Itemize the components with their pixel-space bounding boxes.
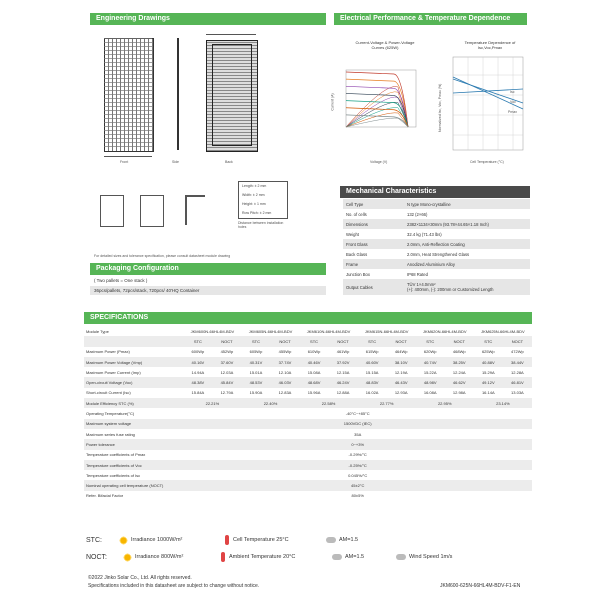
spec-value: 16.14A bbox=[481, 390, 495, 396]
spec-common-value: 0~+3% bbox=[351, 441, 365, 447]
stc-cell-temperature: Cell Temperature 25°C bbox=[233, 537, 289, 543]
stc-header: STC bbox=[310, 338, 319, 344]
mechanical-header: Mechanical Characteristics bbox=[340, 186, 530, 198]
spec-common-row bbox=[84, 429, 532, 439]
side-label: Side bbox=[172, 160, 180, 164]
spec-label: Maximum Power Current (Imp) bbox=[86, 369, 141, 375]
spec-value: 15.29A bbox=[481, 369, 495, 375]
spec-label: Maximum series fuse rating bbox=[86, 431, 135, 437]
spec-common-value: 80±5% bbox=[351, 493, 364, 499]
spec-common-row bbox=[84, 491, 532, 501]
wind-icon bbox=[396, 554, 406, 560]
spec-common-row bbox=[84, 439, 532, 449]
spec-value: 46.81V bbox=[511, 380, 524, 386]
packaging-header: Packaging Configuration bbox=[90, 263, 326, 275]
spec-common-row bbox=[84, 460, 532, 470]
mechanical-row bbox=[343, 239, 530, 249]
spec-common-row bbox=[84, 480, 532, 490]
iv-chart bbox=[336, 55, 436, 165]
spec-value: 37.60V bbox=[220, 359, 234, 365]
efficiency-value: 22.77% bbox=[379, 400, 394, 406]
mechanical-row bbox=[343, 269, 530, 279]
mechanical-value: N type Mono-crystalline bbox=[407, 201, 451, 207]
efficiency-value: 22.40% bbox=[263, 400, 278, 406]
spec-value: 13.03A bbox=[511, 390, 524, 396]
mechanical-row bbox=[343, 279, 530, 295]
mechanical-label: Cell Type bbox=[346, 201, 364, 207]
temp-label-voc: Voc bbox=[510, 100, 516, 104]
spec-value: 625Wp bbox=[481, 349, 495, 355]
spec-value: 472Wp bbox=[511, 349, 524, 355]
spec-value: 620Wp bbox=[423, 349, 437, 355]
spec-value: 452Wp bbox=[220, 349, 234, 355]
spec-common-value: 35A bbox=[354, 431, 362, 437]
spec-label: Refer. Bifacial Factor bbox=[86, 493, 124, 499]
efficiency-row bbox=[84, 398, 532, 408]
spec-label: Temperature coefficients of Voc bbox=[86, 462, 142, 468]
spec-value: 46.03V bbox=[278, 380, 292, 386]
spec-value: 40.60V bbox=[365, 359, 379, 365]
model-name: JKM620N-66HL4M-BDV bbox=[422, 328, 467, 334]
spec-value: 14.94A bbox=[191, 369, 205, 375]
stc-am: AM=1.5 bbox=[339, 537, 359, 543]
noct-irradiance: Irradiance 800W/m² bbox=[135, 554, 184, 560]
spec-label: Module Type bbox=[86, 328, 109, 334]
temp-xlabel: Cell Temperature (°C) bbox=[470, 160, 504, 164]
spec-label: Power tolerance bbox=[86, 441, 115, 447]
spec-value: 610Wp bbox=[307, 349, 321, 355]
spec-value: 37.92V bbox=[336, 359, 350, 365]
model-name: JKM600N-66HL4M-BDV bbox=[190, 328, 235, 334]
mechanical-label: Back Glass bbox=[346, 251, 368, 257]
mechanical-value: 2.0mm, Heat Strengthened Glass bbox=[407, 251, 470, 257]
spec-common-value: -0.25%/°C bbox=[348, 462, 367, 468]
spec-label: Temperature coefficients of Pmax bbox=[86, 452, 146, 458]
spec-value: 48.98V bbox=[423, 380, 437, 386]
spec-value: 12.88A bbox=[336, 390, 350, 396]
temp-ylabel: Normalized Isc, Voc, Pmax (%) bbox=[438, 83, 442, 132]
frame-section-b bbox=[140, 195, 164, 227]
noct-header: NOCT bbox=[511, 338, 524, 344]
noct-header: NOCT bbox=[221, 338, 233, 344]
spec-value: 37.74V bbox=[278, 359, 292, 365]
spec-value: 38.44V bbox=[511, 359, 524, 365]
height-tolerance: Height: ± 1 mm bbox=[242, 202, 266, 206]
spec-value: 12.24A bbox=[452, 369, 466, 375]
mechanical-value: 132 (2×66) bbox=[407, 211, 428, 217]
spec-value: 461Wp bbox=[336, 349, 350, 355]
length-tolerance: Length: ± 2 mm bbox=[242, 184, 267, 188]
temp-chart bbox=[448, 55, 528, 155]
stc-header: STC bbox=[368, 338, 377, 344]
spec-value: 48.83V bbox=[365, 380, 379, 386]
iv-ylabel: Current (A) bbox=[330, 93, 335, 111]
spec-value: 15.84A bbox=[191, 390, 205, 396]
noct-header: NOCT bbox=[337, 338, 349, 344]
mechanical-value: 2382×1134×30mm (93.78×44.65×1.18 Inch) bbox=[407, 221, 489, 227]
temp-label-pmax: Pmax bbox=[508, 110, 517, 114]
spec-common-row bbox=[84, 408, 532, 418]
spec-value: 12.98A bbox=[452, 390, 466, 396]
spec-value: 49.12V bbox=[481, 380, 495, 386]
efficiency-value: 23.14% bbox=[496, 400, 510, 406]
spec-value: 12.03A bbox=[220, 369, 234, 375]
drawing-note: For detailed sizes and tolerance specification, please consult datasheet module drawing bbox=[94, 254, 231, 258]
iv-xlabel: Voltage (V) bbox=[370, 160, 388, 164]
mechanical-value: 32.4 kg (71.43 lbs) bbox=[407, 231, 442, 237]
spec-value: 12.10A bbox=[278, 369, 292, 375]
spec-common-value: -40°C~+85°C bbox=[345, 411, 370, 417]
back-label: Back bbox=[225, 160, 233, 164]
spec-label bbox=[84, 336, 183, 346]
mechanical-value: Anodized Aluminium Alloy bbox=[407, 261, 455, 267]
spec-value: 468Wp bbox=[452, 349, 466, 355]
thermometer-icon bbox=[221, 552, 225, 562]
mechanical-label: Front Glass bbox=[346, 241, 368, 247]
stc-header: STC bbox=[426, 338, 435, 344]
stc-label: STC: bbox=[86, 536, 102, 544]
mechanical-value: IP68 Rated bbox=[407, 271, 428, 277]
mechanical-label: Weight bbox=[346, 231, 359, 237]
efficiency-value: 22.58% bbox=[321, 400, 336, 406]
tolerance-box bbox=[238, 181, 288, 219]
spec-row bbox=[84, 367, 532, 377]
spec-common-value: -0.29%/°C bbox=[348, 452, 367, 458]
mechanical-row bbox=[343, 259, 530, 269]
electrical-performance-header: Electrical Performance & Temperature Dependence bbox=[334, 13, 527, 25]
spec-value: 12.83A bbox=[278, 390, 292, 396]
packaging-text: 36pcs/pallets, 72pcs/stack, 720pcs/ 40'HQ Container bbox=[90, 286, 326, 295]
spec-value: 15.15A bbox=[365, 369, 379, 375]
spec-value: 40.88V bbox=[481, 359, 495, 365]
mechanical-row bbox=[343, 249, 530, 259]
copyright: ©2022 Jinko Solar Co., Ltd. All rights reserved. bbox=[88, 575, 192, 581]
back-frame-line bbox=[212, 44, 252, 146]
am-icon bbox=[326, 537, 336, 543]
spec-value: 40.31V bbox=[249, 359, 263, 365]
mechanical-label: Junction Box bbox=[346, 271, 370, 277]
iv-chart-title: Current-Voltage & Power-Voltage Curves (625W) bbox=[355, 40, 415, 50]
thermometer-icon bbox=[225, 535, 229, 545]
spec-value: 15.22A bbox=[423, 369, 437, 375]
noct-wind-speed: Wind Speed 1m/s bbox=[409, 554, 453, 560]
spec-value: 16.02A bbox=[365, 390, 379, 396]
spec-value: 12.15A bbox=[336, 369, 350, 375]
am-icon bbox=[332, 554, 342, 560]
spec-value: 464Wp bbox=[394, 349, 408, 355]
model-name: JKM625N-66HL4M-BDV bbox=[481, 328, 525, 334]
spec-common-row bbox=[84, 450, 532, 460]
spec-common-value: 0.045%/°C bbox=[348, 472, 368, 478]
spec-value: 12.79A bbox=[220, 390, 234, 396]
spec-value: 48.53V bbox=[249, 380, 263, 386]
spec-common-row bbox=[84, 419, 532, 429]
spec-value: 15.08A bbox=[307, 369, 321, 375]
spec-value: 15.01A bbox=[249, 369, 263, 375]
spec-label: Operating Temperature(°C) bbox=[86, 411, 135, 417]
stc-header: STC bbox=[193, 338, 202, 344]
spec-common-row bbox=[84, 470, 532, 480]
document-code: JKM600-625N-66HL4M-BDV-F1-EN bbox=[440, 583, 521, 589]
spec-model-row bbox=[84, 326, 532, 336]
dimension-line bbox=[104, 156, 152, 157]
temp-label-isc: Isc bbox=[510, 90, 515, 94]
mechanical-table bbox=[343, 199, 530, 295]
spec-label: Module Efficiency STC (%) bbox=[86, 400, 134, 406]
mechanical-label: Frame bbox=[346, 261, 359, 267]
spec-common-value: 1500VDC (IEC) bbox=[343, 421, 372, 427]
spec-label: Open-circuit Voltage (Voc) bbox=[86, 380, 133, 386]
installation-hole-note: Distance between installation holes bbox=[238, 221, 284, 229]
spec-value: 38.25V bbox=[452, 359, 466, 365]
spec-value: 40.16V bbox=[191, 359, 205, 365]
spec-value: 16.08A bbox=[423, 390, 437, 396]
mechanical-label: No. of cells bbox=[346, 211, 367, 217]
side-view-drawing bbox=[177, 38, 179, 150]
noct-header: NOCT bbox=[453, 338, 465, 344]
spec-label: Temperature coefficients of Isc bbox=[86, 472, 141, 478]
front-label: Front bbox=[120, 160, 129, 164]
front-view-overlay bbox=[104, 38, 152, 150]
spec-value: 45.84V bbox=[220, 380, 234, 386]
noct-am: AM=1.5 bbox=[345, 554, 365, 560]
spec-common-value: 45±2°C bbox=[351, 483, 365, 489]
mechanical-label: Dimensions bbox=[346, 221, 368, 227]
spec-value: 40.46V bbox=[307, 359, 321, 365]
spec-label: Maximum Power Voltage (Vmp) bbox=[86, 359, 143, 365]
spec-value: 46.24V bbox=[336, 380, 350, 386]
mechanical-row bbox=[343, 219, 530, 229]
sun-icon bbox=[119, 536, 128, 545]
noct-ambient-temperature: Ambient Temperature 20°C bbox=[229, 554, 296, 560]
stc-header: STC bbox=[484, 338, 493, 344]
model-name: JKM605N-66HL4M-BDV bbox=[248, 328, 293, 334]
spec-label: Maximum system voltage bbox=[86, 421, 132, 427]
noct-legend bbox=[86, 552, 452, 562]
spec-row bbox=[84, 388, 532, 398]
spec-value: 600Wp bbox=[191, 349, 205, 355]
spec-value: 15.90A bbox=[249, 390, 263, 396]
mechanical-row bbox=[343, 229, 530, 239]
spec-value: 48.68V bbox=[307, 380, 321, 386]
spec-value: 12.93A bbox=[394, 390, 408, 396]
width-tolerance: Width: ± 2 mm bbox=[242, 193, 265, 197]
noct-header: NOCT bbox=[395, 338, 407, 344]
frame-profile-c bbox=[185, 195, 205, 225]
stc-legend bbox=[86, 535, 358, 545]
packaging-sub: ( Two pallets = One stack ) bbox=[94, 278, 148, 283]
spec-value: 12.19A bbox=[394, 369, 408, 375]
mechanical-row bbox=[343, 209, 530, 219]
spec-value: 40.74V bbox=[423, 359, 437, 365]
engineering-drawings-header: Engineering Drawings bbox=[90, 13, 326, 25]
spec-label: Maximum Power (Pmax) bbox=[86, 349, 130, 355]
mechanical-value: 2.0mm, Anti-Reflection Coating bbox=[407, 241, 465, 247]
mechanical-label: Output Cables bbox=[346, 284, 373, 290]
spec-row bbox=[84, 357, 532, 367]
spec-value: 48.38V bbox=[191, 380, 205, 386]
spec-row bbox=[84, 347, 532, 357]
stc-irradiance: Irradiance 1000W/m² bbox=[131, 537, 183, 543]
efficiency-value: 22.95% bbox=[437, 400, 452, 406]
mechanical-row bbox=[343, 199, 530, 209]
spec-label: Short-circuit Current (Isc) bbox=[86, 390, 131, 396]
spec-value: 46.43V bbox=[394, 380, 408, 386]
spec-value: 38.10V bbox=[394, 359, 408, 365]
mechanical-value: TÜV 1×4.0mm² (+): 400mm, (-): 200mm or Customized Length bbox=[407, 282, 494, 292]
row-pitch-tolerance: Row Pitch: ± 2 mm bbox=[242, 211, 272, 215]
disclaimer: Specifications included in this datasheet are subject to change without notice. bbox=[88, 583, 260, 589]
spec-row bbox=[84, 377, 532, 387]
temp-chart-title: Temperature Dependence of Isc,Voc,Pmax bbox=[464, 40, 516, 50]
spec-value: 615Wp bbox=[365, 349, 379, 355]
noct-label: NOCT: bbox=[86, 553, 107, 561]
efficiency-value: 22.21% bbox=[205, 400, 220, 406]
model-name: JKM615N-66HL4M-BDV bbox=[364, 328, 409, 334]
spec-label: Nominal operating cell temperature (NOCT) bbox=[86, 483, 164, 489]
sun-icon bbox=[123, 553, 132, 562]
spec-value: 12.28A bbox=[511, 369, 524, 375]
specifications-header: SPECIFICATIONS bbox=[84, 312, 532, 324]
model-name: JKM610N-66HL4M-BDV bbox=[306, 328, 351, 334]
specifications-table bbox=[84, 326, 532, 501]
spec-value: 15.96A bbox=[307, 390, 321, 396]
spec-condition-row bbox=[84, 336, 532, 346]
spec-value: 46.62V bbox=[452, 380, 466, 386]
stc-header: STC bbox=[251, 338, 260, 344]
noct-header: NOCT bbox=[279, 338, 291, 344]
dimension-line-back bbox=[206, 34, 256, 35]
spec-value: 455Wp bbox=[278, 349, 292, 355]
frame-section-a bbox=[100, 195, 124, 227]
spec-value: 605Wp bbox=[249, 349, 263, 355]
